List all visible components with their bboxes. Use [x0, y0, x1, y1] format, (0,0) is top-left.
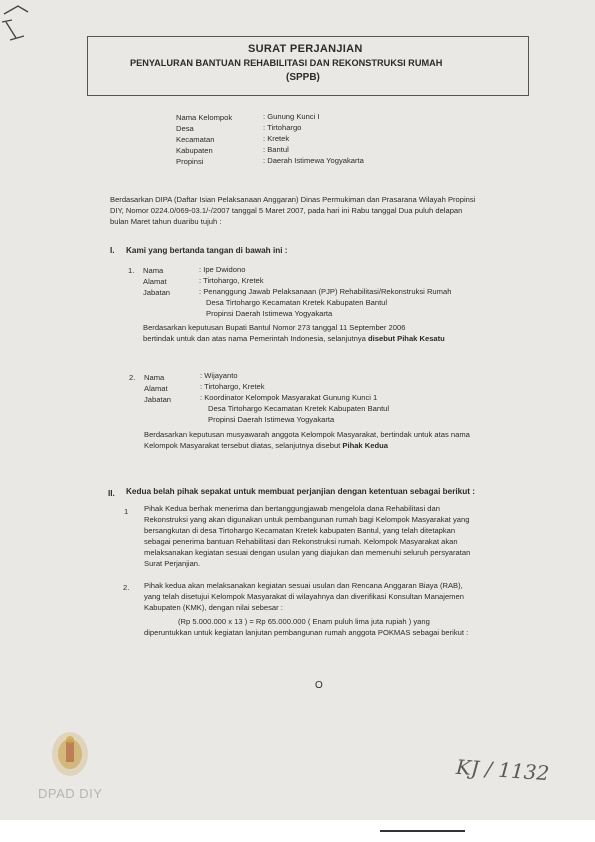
info-value: : Gunung Kunci I — [263, 112, 320, 121]
item-number: 2. — [123, 583, 130, 592]
item-line: sebagai penerima bantuan Rehabilitasi dan Rekonstruksi rumah. Kelompok Masyarakat akan — [144, 537, 458, 546]
party-field-label: Nama — [143, 266, 164, 275]
info-label: Kabupaten — [176, 146, 213, 155]
intro-line: Berdasarkan DIPA (Daftar Isian Pelaksanaan Anggaran) Dinas Permukiman dan Prasarana Wilayah Propinsi — [110, 195, 476, 204]
info-label: Desa — [176, 124, 194, 133]
party-field-value: : Ipe Dwidono — [199, 265, 246, 274]
party-field-label: Alamat — [143, 277, 167, 286]
item-line: yang telah disetujui Kelompok Masyarakat di wilayahnya dan diverifikasi Konsultan Manajemen — [144, 592, 464, 601]
party-designation: disebut Pihak Kesatu — [368, 334, 445, 343]
party-designation: Pihak Kedua — [342, 441, 388, 450]
section-heading: Kedua belah pihak sepakat untuk membuat perjanjian dengan ketentuan sebagai berikut : — [126, 487, 475, 496]
party-basis-text: bertindak untuk dan atas nama Pemerintah Indonesia, selanjutnya — [143, 334, 369, 343]
party-field-value: Propinsi Daerah Istimewa Yogyakarta — [206, 309, 333, 318]
section-number: I. — [110, 246, 115, 255]
intro-line: DIY, Nomor 0224.0/069-03.1/-/2007 tanggal 5 Maret 2007, pada hari ini Rabu tanggal Dua puluh delapan — [110, 206, 463, 215]
item-number: 1 — [124, 507, 129, 516]
party-basis — [144, 441, 388, 451]
party-number: 2. — [129, 373, 136, 382]
party-field-value: : Koordinator Kelompok Masyarakat Gunung Kunci 1 — [200, 393, 378, 402]
watermark-text: DPAD DIY — [38, 786, 103, 801]
party-field-label: Nama — [144, 373, 165, 382]
item-line: Surat Perjanjian. — [144, 559, 201, 568]
item-line: Kabupaten (KMK), dengan nilai sebesar : — [144, 603, 283, 612]
info-label: Nama Kelompok — [176, 113, 233, 122]
item-line: Pihak Kedua berhak menerima dan bertanggungjawab mengelola dana Rehabilitasi dan — [144, 504, 440, 513]
party-field-label: Jabatan — [143, 288, 171, 297]
party-field-value: : Wijayanto — [200, 371, 238, 380]
document-subtitle-abbr: (SPPB) — [286, 72, 320, 83]
info-label: Propinsi — [176, 157, 204, 166]
handwritten-code: KJ / 1132 — [455, 754, 551, 786]
document-subtitle: PENYALURAN BANTUAN REHABILITASI DAN REKONSTRUKSI RUMAH — [130, 58, 443, 68]
intro-line: bulan Maret tahun duaribu tujuh : — [110, 217, 222, 226]
party-basis: Berdasarkan keputusan Bupati Bantul Nomor 273 tanggal 11 September 2006 — [143, 323, 406, 332]
page-mark: O — [315, 680, 323, 691]
info-value: : Tirtohargo — [263, 123, 302, 132]
item-line: Pihak kedua akan melaksanakan kegiatan sesuai usulan dan Rencana Anggaran Biaya (RAB), — [144, 581, 463, 590]
item-line: Rekonstruksi yang akan digunakan untuk pembangunan rumah bagi Kelompok Masyarakat yang — [144, 515, 470, 524]
section-number: II. — [108, 489, 115, 498]
party-field-value: Desa Tirtohargo Kecamatan Kretek Kabupaten Bantul — [206, 298, 388, 307]
party-number: 1. — [128, 266, 135, 275]
dpad-seal-icon — [48, 728, 92, 780]
party-field-label: Alamat — [144, 384, 168, 393]
document-title: SURAT PERJANJIAN — [248, 43, 363, 55]
bottom-rule — [380, 830, 465, 832]
handwritten-corner-mark — [0, 0, 60, 50]
item-amount: (Rp 5.000.000 x 13 ) = Rp 65.000.000 ( Enam puluh lima juta rupiah ) yang — [178, 617, 430, 626]
section-heading: Kami yang bertanda tangan di bawah ini : — [126, 246, 288, 255]
info-value: : Kretek — [263, 134, 290, 143]
party-field-value: : Penanggung Jawab Pelaksanaan (PJP) Rehabilitasi/Rekonstruksi Rumah — [199, 287, 452, 296]
info-value: : Bantul — [263, 145, 289, 154]
party-field-value: : Tirtohargo, Kretek — [199, 276, 264, 285]
party-basis — [143, 334, 445, 344]
party-field-label: Jabatan — [144, 395, 172, 404]
item-line: melaksanakan kegiatan sesuai dengan usulan yang diajukan dan memenuhi seluruh persyaratan — [144, 548, 471, 557]
party-basis: Berdasarkan keputusan musyawarah anggota Kelompok Masyarakat, bertindak untuk atas nama — [144, 430, 470, 439]
item-line: bersangkutan di desa Tirtohargo Kecamatan Kretek kabupaten Bantul, yang telah ditetapkan — [144, 526, 456, 535]
party-field-value: Propinsi Daerah Istimewa Yogyakarta — [208, 415, 335, 424]
info-value: : Daerah Istimewa Yogyakarta — [263, 156, 364, 165]
item-purpose: diperuntukkan untuk kegiatan lanjutan pembangunan rumah anggota POKMAS sebagai berikut : — [144, 628, 469, 637]
party-field-value: : Tirtohargo, Kretek — [200, 382, 265, 391]
party-basis-text: Kelompok Masyarakat tersebut diatas, selanjutnya disebut — [144, 441, 343, 450]
party-field-value: Desa Tirtohargo Kecamatan Kretek Kabupaten Bantul — [208, 404, 390, 413]
info-label: Kecamatan — [176, 135, 215, 144]
